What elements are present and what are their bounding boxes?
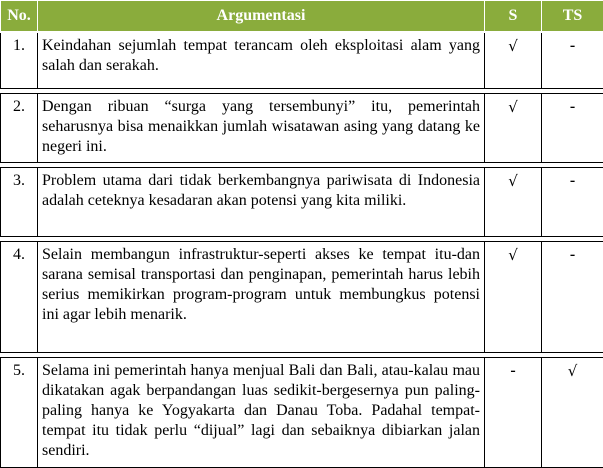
- check-mark-icon: √: [508, 98, 518, 116]
- table-header: [1, 1, 603, 33]
- header-row: [1, 1, 603, 33]
- row-number: 5.: [1, 357, 38, 467]
- agree-mark: [485, 93, 542, 162]
- disagree-mark: [542, 32, 603, 88]
- header-argumentasi: Argumentasi: [38, 1, 485, 33]
- check-mark-icon: √: [508, 246, 518, 264]
- argument-text: Selain membangun infrastruktur-seperti akses ke tempat itu-dan sarana semisal transportasi dan penginapan, pemerintah harus lebih serius memikirkan program-program untuk membungkus potensi ini agar lebih menarik.: [38, 241, 485, 352]
- header-no: No.: [1, 1, 38, 33]
- check-mark-icon: √: [568, 362, 578, 380]
- agree-mark: [485, 357, 542, 467]
- table-row: [1, 241, 603, 352]
- disagree-mark: [542, 357, 603, 467]
- dash-mark: -: [570, 98, 575, 115]
- row-number: 1.: [1, 32, 38, 88]
- agree-mark: [485, 32, 542, 88]
- check-mark-icon: √: [508, 37, 518, 55]
- argument-text: Problem utama dari tidak berkembangnya pariwisata di Indonesia adalah ceteknya kesadaran akan potensi yang kita miliki.: [38, 167, 485, 236]
- row-number: 2.: [1, 93, 38, 162]
- table-row: [1, 32, 603, 88]
- row-number: 4.: [1, 241, 38, 352]
- header-s: S: [485, 1, 542, 33]
- agree-mark: [485, 241, 542, 352]
- header-ts: TS: [542, 1, 603, 33]
- dash-mark: -: [570, 37, 575, 54]
- table-row: [1, 167, 603, 236]
- disagree-mark: [542, 93, 603, 162]
- table-row: [1, 93, 603, 162]
- disagree-mark: [542, 167, 603, 236]
- argument-text: Keindahan sejumlah tempat terancam oleh eksploitasi alam yang salah dan serakah.: [38, 32, 485, 88]
- table-body: [1, 32, 603, 467]
- agree-mark: [485, 167, 542, 236]
- dash-mark: -: [570, 172, 575, 189]
- argument-text: Selama ini pemerintah hanya menjual Bali dan Bali, atau-kalau mau dikatakan agak berpandangan luas sedikit-bergesernya pun paling-paling hanya ke Yogyakarta dan Danau Toba. Padahal tempat-tempat itu tidak perlu “dijual” lagi dan sebaiknya dibiarkan jalan sendiri.: [38, 357, 485, 467]
- dash-mark: -: [510, 362, 515, 379]
- disagree-mark: [542, 241, 603, 352]
- dash-mark: -: [570, 246, 575, 263]
- argument-text: Dengan ribuan “surga yang tersembunyi” itu, pemerintah seharusnya bisa menaikkan jumlah wisatawan asing yang datang ke negeri ini.: [38, 93, 485, 162]
- table-row: [1, 357, 603, 467]
- check-mark-icon: √: [508, 172, 518, 190]
- row-number: 3.: [1, 167, 38, 236]
